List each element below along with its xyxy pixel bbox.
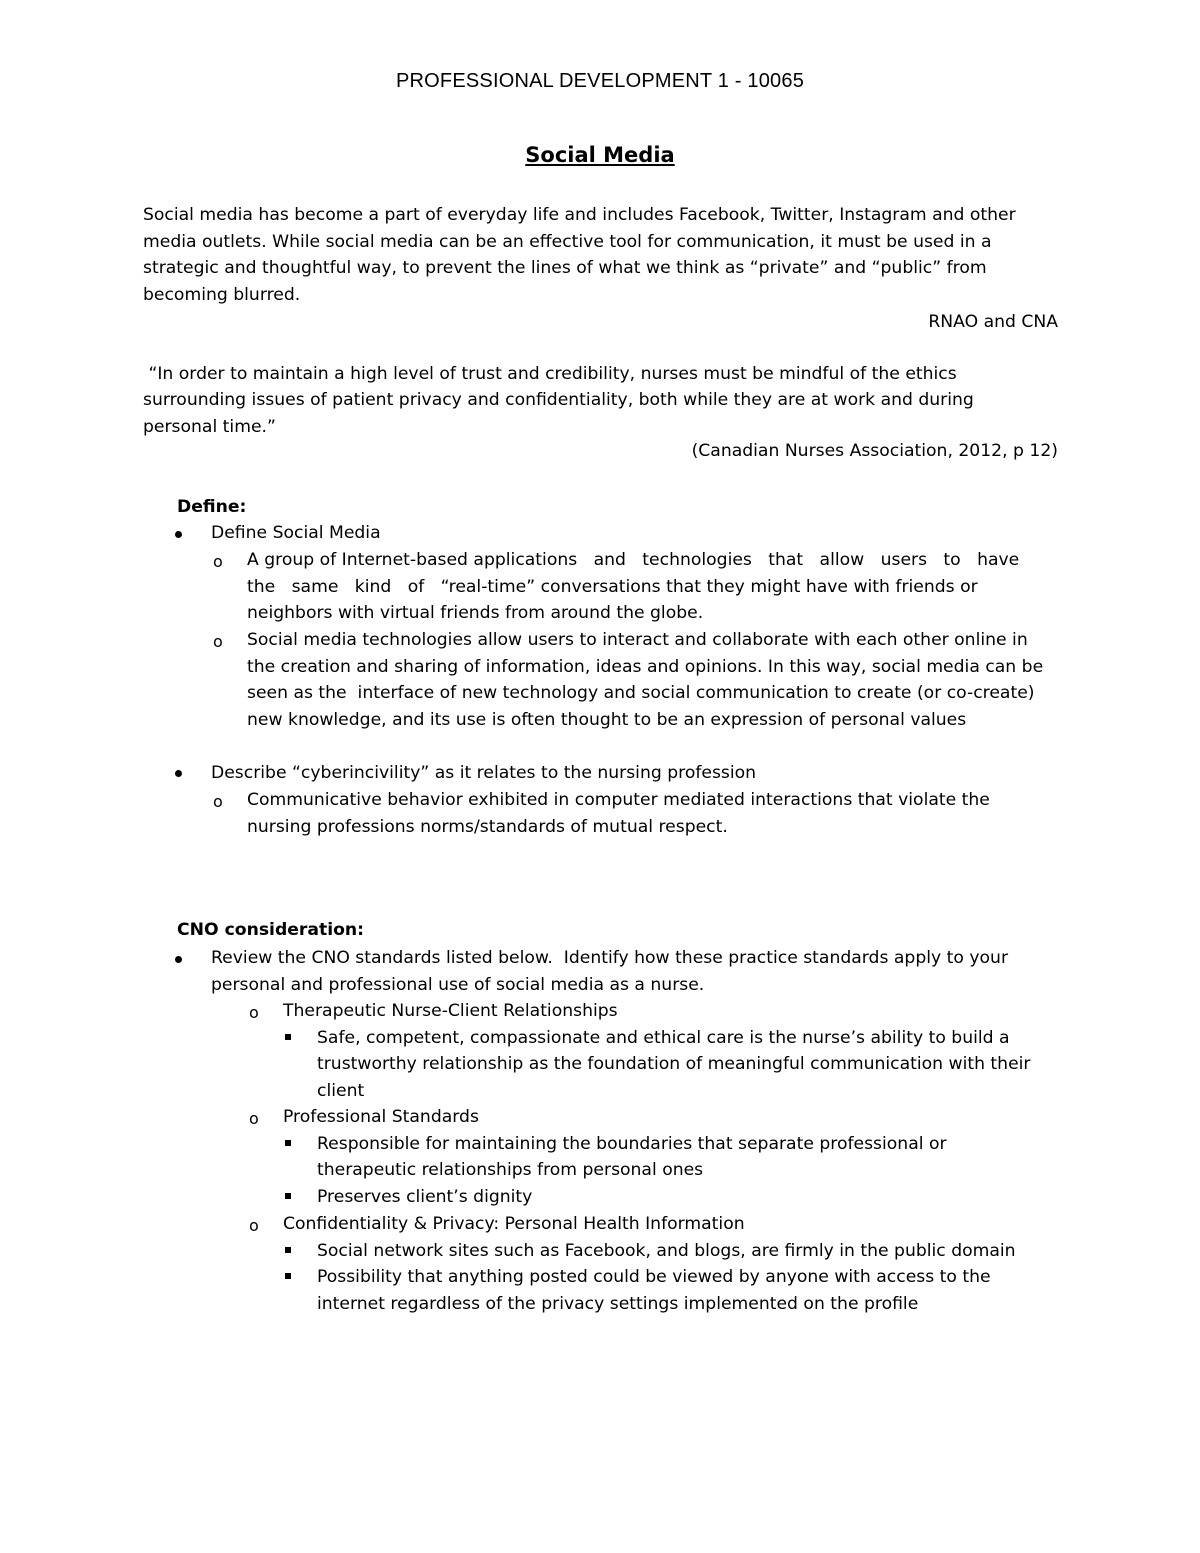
intro-line: becoming blurred. (143, 285, 301, 305)
section-title: Social Media (525, 143, 675, 167)
sub-item-confidentiality: Confidentiality & Privacy: Personal Health Information (283, 1214, 745, 1234)
square-bullet-icon (285, 1140, 291, 1146)
square-bullet-icon (285, 1247, 291, 1253)
point-line: client (317, 1081, 365, 1101)
list-item-define-social-media: Define Social Media (211, 523, 381, 543)
square-bullet-icon (285, 1034, 291, 1040)
quote-citation: (Canadian Nurses Association, 2012, p 12) (691, 441, 1058, 461)
point-line: Social network sites such as Facebook, and blogs, are firmly in the public domain (317, 1241, 1016, 1261)
circle-bullet-icon: o (213, 632, 223, 651)
document-title: PROFESSIONAL DEVELOPMENT 1 - 10065 (395, 70, 805, 92)
intro-attribution: RNAO and CNA (928, 312, 1058, 332)
quote-line: surrounding issues of patient privacy and confidentiality, both while they are at work and during (143, 390, 974, 410)
square-bullet-icon (285, 1273, 291, 1279)
point-line: therapeutic relationships from personal ones (317, 1160, 704, 1180)
sub-item-line: new knowledge, and its use is often thought to be an expression of personal values (247, 710, 967, 730)
sub-item-line: nursing professions norms/standards of mutual respect. (247, 817, 728, 837)
intro-line: media outlets. While social media can be an effective tool for communication, it must be used in a (143, 232, 992, 252)
point-line: trustworthy relationship as the foundation of meaningful communication with their (317, 1054, 1031, 1074)
quote-line: “In order to maintain a high level of trust and credibility, nurses must be mindful of the ethics (143, 364, 957, 384)
quote-line: personal time.” (143, 417, 276, 437)
circle-bullet-icon: o (249, 1216, 259, 1235)
list-item-cyberincivility: Describe “cyberincivility” as it relates to the nursing profession (211, 763, 757, 783)
sub-item-line: A group of Internet-based applications and technologies that allow users to have (247, 550, 1020, 570)
circle-bullet-icon: o (213, 552, 223, 571)
bullet-icon (175, 531, 182, 538)
circle-bullet-icon: o (249, 1109, 259, 1128)
sub-item-professional: Professional Standards (283, 1107, 479, 1127)
sub-item-line: the creation and sharing of information, ideas and opinions. In this way, social media can be (247, 657, 1044, 677)
sub-item-line: Social media technologies allow users to interact and collaborate with each other online in (247, 630, 1028, 650)
point-line: Possibility that anything posted could be viewed by anyone with access to the (317, 1267, 991, 1287)
list-item-line: Review the CNO standards listed below. Identify how these practice standards apply to your (211, 948, 1009, 968)
define-heading: Define: (177, 497, 247, 517)
sub-item-line: the same kind of “real-time” conversations that they might have with friends or (247, 577, 978, 597)
bullet-icon (175, 770, 182, 777)
square-bullet-icon (285, 1193, 291, 1199)
intro-line: strategic and thoughtful way, to prevent the lines of what we think as “private” and “public” from (143, 258, 987, 278)
circle-bullet-icon: o (249, 1003, 259, 1022)
point-line: Safe, competent, compassionate and ethical care is the nurse’s ability to build a (317, 1028, 1010, 1048)
point-line: Preserves client’s dignity (317, 1187, 533, 1207)
cno-heading: CNO consideration: (177, 920, 365, 940)
point-line: internet regardless of the privacy settings implemented on the profile (317, 1294, 919, 1314)
intro-line: Social media has become a part of everyday life and includes Facebook, Twitter, Instagram and other (143, 205, 1016, 225)
bullet-icon (175, 956, 182, 963)
point-line: Responsible for maintaining the boundaries that separate professional or (317, 1134, 947, 1154)
sub-item-line: neighbors with virtual friends from around the globe. (247, 603, 704, 623)
sub-item-therapeutic: Therapeutic Nurse-Client Relationships (283, 1001, 618, 1021)
sub-item-line: seen as the interface of new technology and social communication to create (or co-create) (247, 683, 1035, 703)
list-item-line: personal and professional use of social media as a nurse. (211, 975, 705, 995)
sub-item-line: Communicative behavior exhibited in computer mediated interactions that violate the (247, 790, 990, 810)
circle-bullet-icon: o (213, 792, 223, 811)
